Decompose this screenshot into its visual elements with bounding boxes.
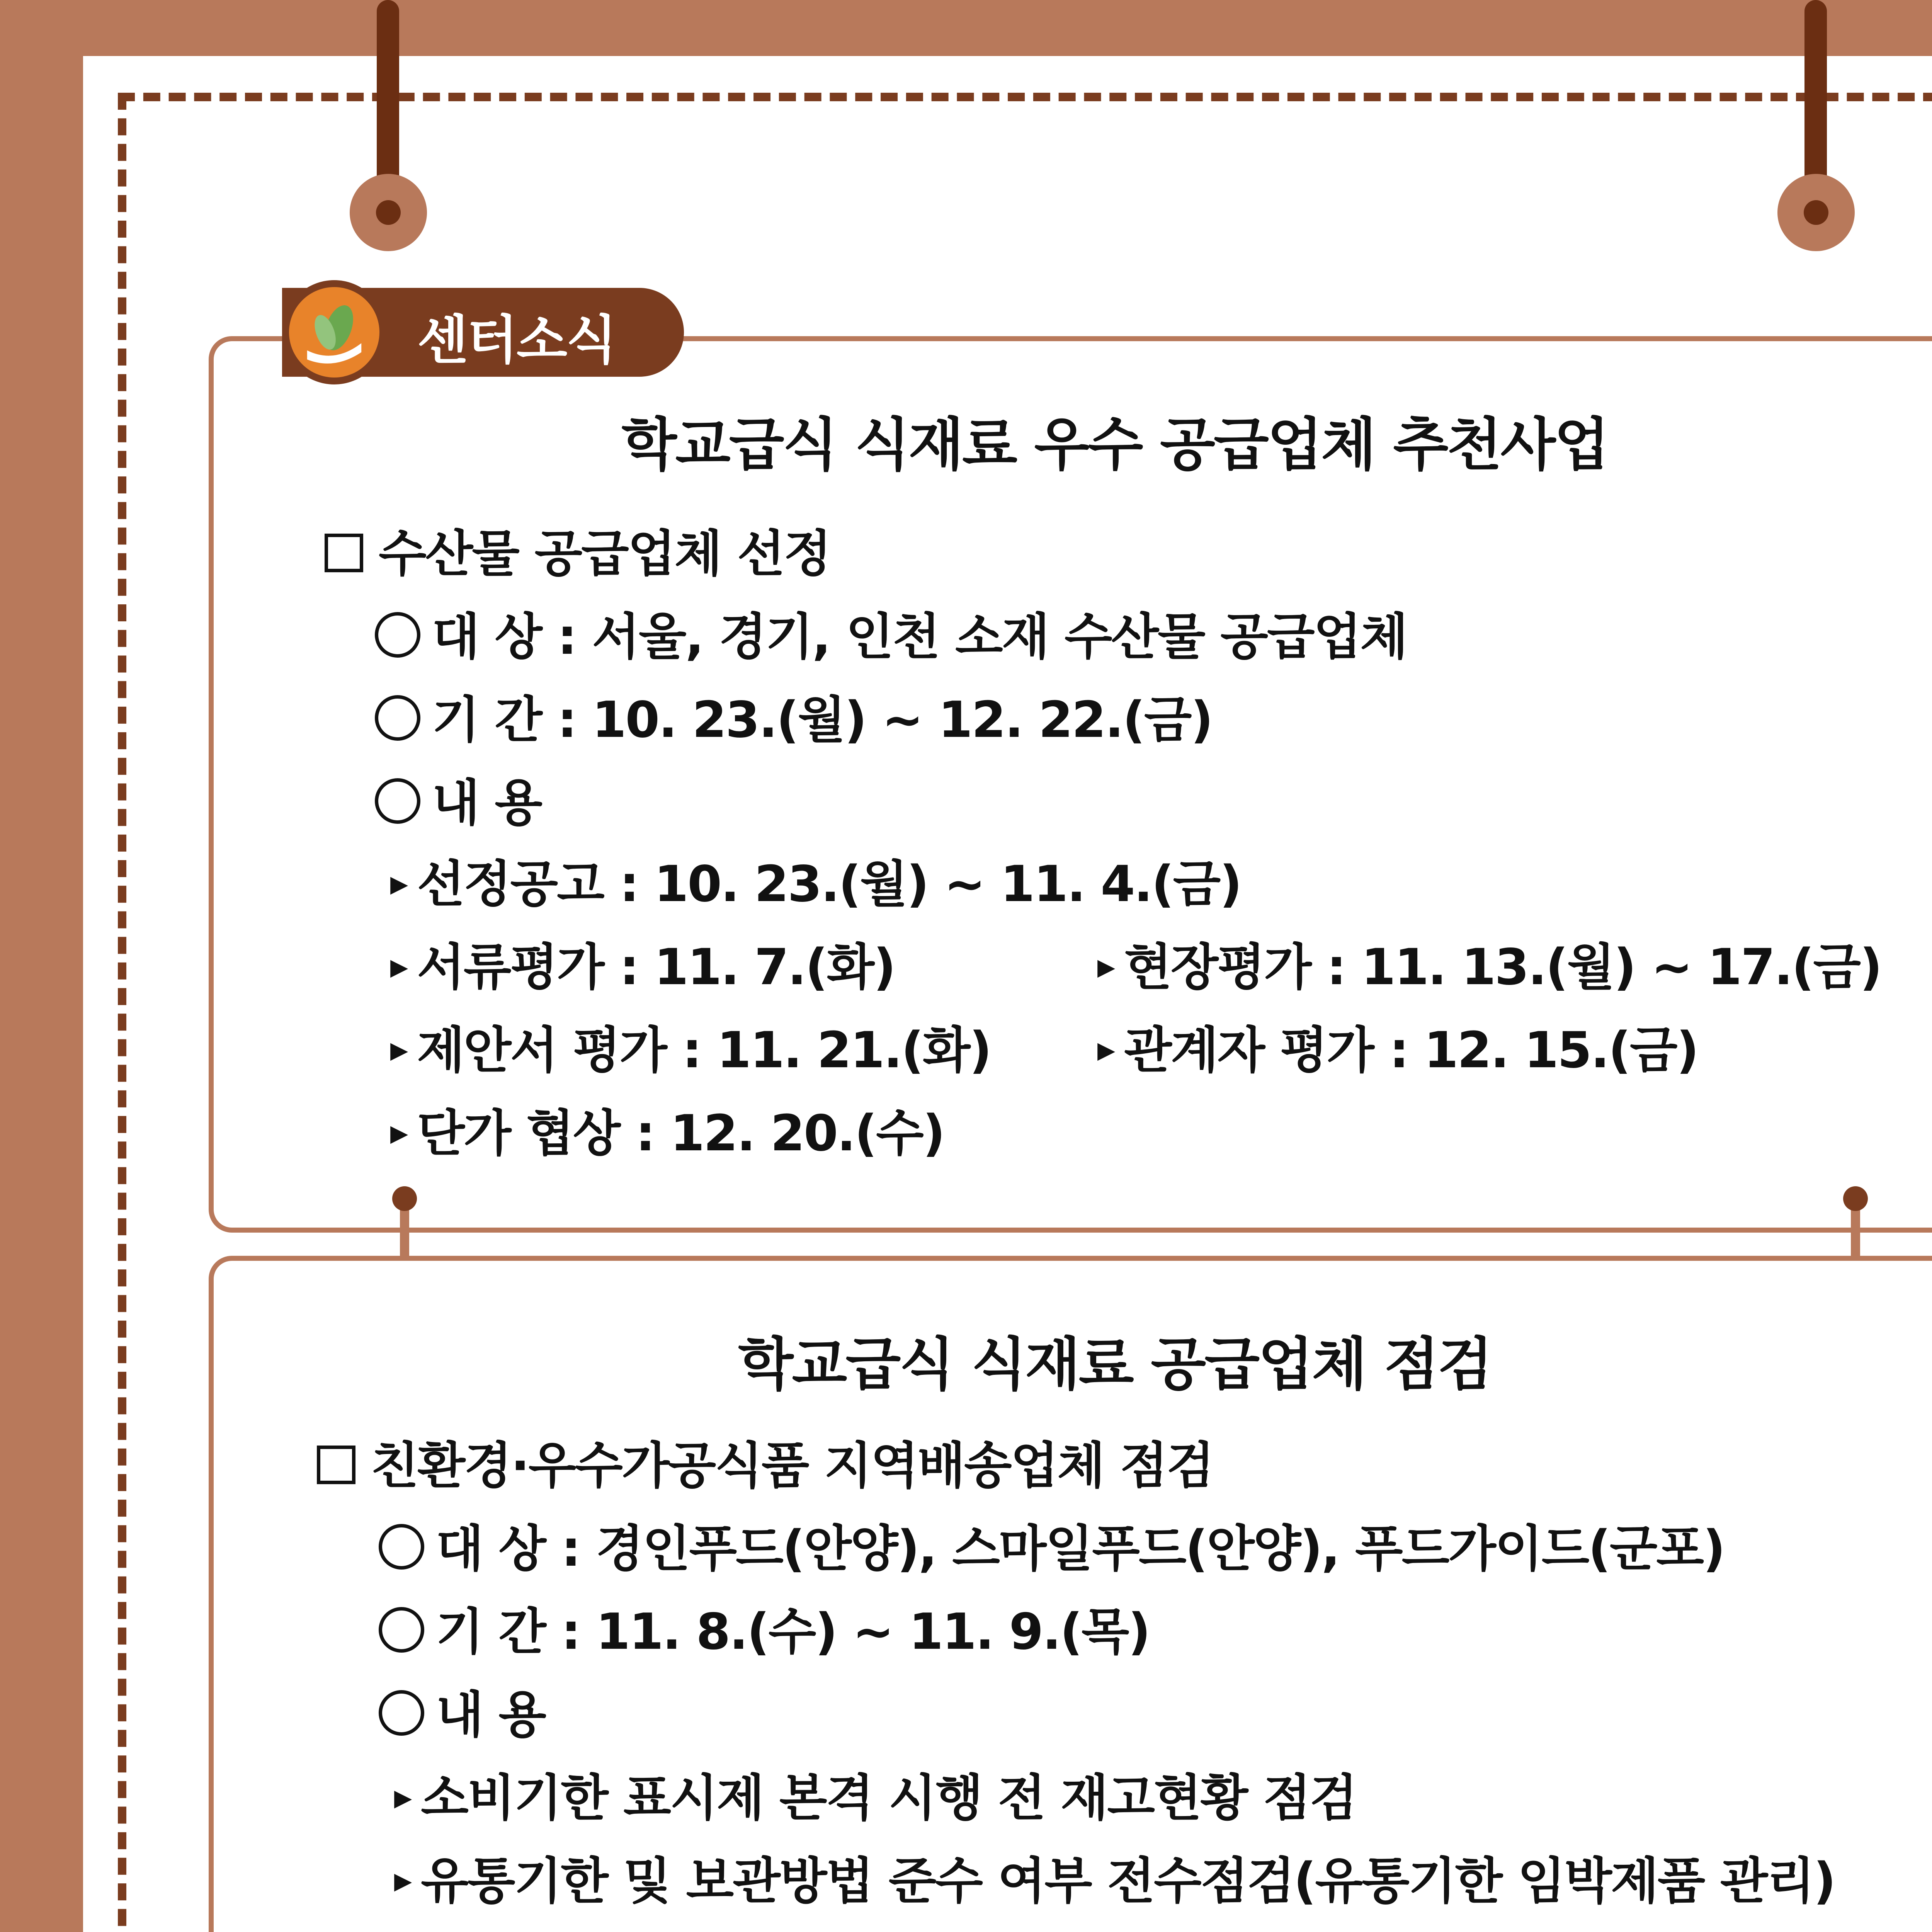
circle-bullet-icon (375, 695, 420, 741)
section2-blockA-heading: 친환경·우수가공식품 지역배송업체 점검 (317, 1426, 1213, 1497)
hanger-ring-right (1777, 174, 1855, 251)
hanger-ring-left (350, 174, 427, 251)
circle-bullet-icon (379, 1524, 424, 1570)
leaf-hand-icon (282, 280, 386, 384)
section1-title: 학교급식 식재료 우수 공급업체 추천사업 (621, 412, 1608, 478)
section1-item: ▶ 제안서 평가 : 11. 21.(화) (390, 1022, 991, 1079)
section2-blockA-period: 기 간 : 11. 8.(수) ~ 11. 9.(목) (379, 1592, 1150, 1663)
section2-blockA-item: ▶ 소비기한 표시제 본격 시행 전 재고현황 점검 (394, 1769, 1357, 1827)
triangle-bullet-icon: ▶ (390, 1037, 407, 1064)
link-knob (392, 1186, 417, 1211)
section2-blockA-item: ▶ 유통기한 및 보관방법 준수 여부 전수점검(유통기한 임박제품 관리) (394, 1852, 1835, 1910)
section1-heading: 수산물 공급업체 선정 (325, 514, 830, 585)
checkbox-icon (325, 534, 363, 572)
section1-item: ▶ 관계자 평가 : 12. 15.(금) (1097, 1022, 1698, 1079)
circle-bullet-icon (379, 1607, 424, 1653)
link-knob (1843, 1186, 1868, 1211)
section1-item: ▶ 현장평가 : 11. 13.(월) ~ 17.(금) (1097, 939, 1881, 996)
section2-blockA-item (394, 1924, 1314, 1932)
triangle-bullet-icon: ▶ (390, 954, 407, 981)
triangle-bullet-icon: ▶ (390, 871, 407, 898)
triangle-bullet-icon: ▶ (394, 1867, 411, 1895)
circle-bullet-icon (375, 778, 420, 824)
circle-bullet-icon (379, 1690, 424, 1736)
section2-title: 학교급식 식재료 공급업체 점검 (738, 1331, 1492, 1398)
section1-target: 대 상 : 서울, 경기, 인천 소재 수산물 공급업체 (375, 597, 1407, 668)
triangle-bullet-icon: ▶ (394, 1784, 411, 1811)
section1-item: ▶ 서류평가 : 11. 7.(화) (390, 939, 895, 996)
section1-period: 기 간 : 10. 23.(월) ~ 12. 22.(금) (375, 680, 1212, 751)
news-badge-label: 센터소식 (417, 310, 616, 371)
section1-content-label: 내 용 (375, 763, 541, 834)
triangle-bullet-icon: ▶ (390, 1120, 407, 1147)
section1-item: ▶ 단가 협상 : 12. 20.(수) (390, 1105, 944, 1162)
triangle-bullet-icon: ▶ (1097, 954, 1114, 981)
checkbox-icon (317, 1446, 355, 1484)
circle-bullet-icon (375, 612, 420, 658)
section2-blockA-target: 대 상 : 경인푸드(안양), 스마일푸드(안양), 푸드가이드(군포) (379, 1509, 1725, 1580)
section1-item: ▶ 선정공고 : 10. 23.(월) ~ 11. 4.(금) (390, 855, 1241, 913)
section2-blockA-content-label: 내 용 (379, 1675, 545, 1746)
triangle-bullet-icon: ▶ (1097, 1037, 1114, 1064)
